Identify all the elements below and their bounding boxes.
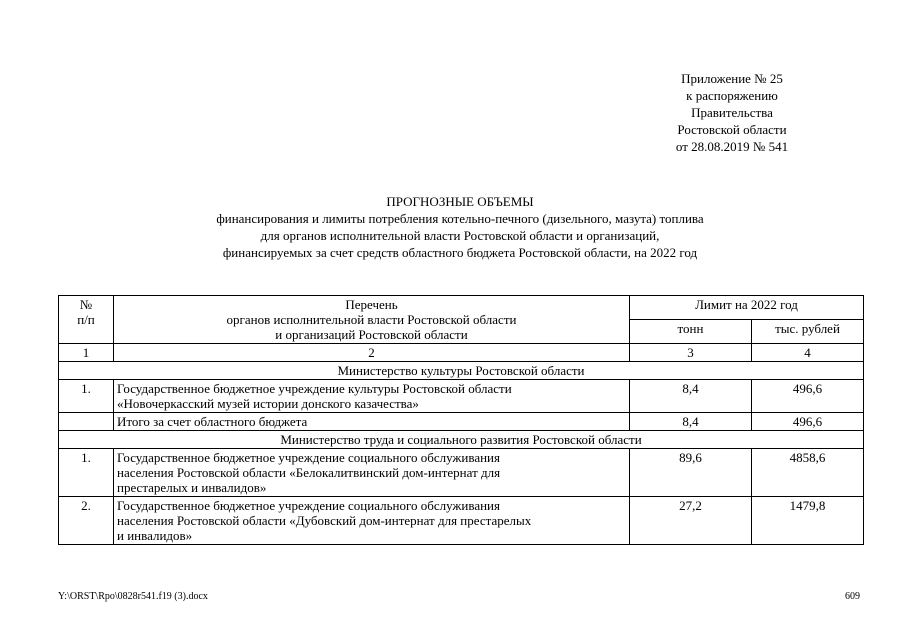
table-row <box>59 380 864 413</box>
total-row <box>59 413 864 431</box>
appendix-line: от 28.08.2019 № 541 <box>675 139 789 154</box>
row-tonn: 89,6 <box>630 449 752 497</box>
total-rub: 496,6 <box>752 413 864 431</box>
section-row <box>59 431 864 449</box>
column-number-row <box>59 344 864 362</box>
table-row <box>59 497 864 545</box>
title-line: финансирования и лимиты потребления котельно-печного (дизельного, мазута) топлива <box>216 211 704 226</box>
title-line: для органов исполнительной власти Ростовской области и организаций, <box>260 228 660 243</box>
row-name: Государственное бюджетное учреждение социального обслуживания населения Ростовской области «Белокалитвинский дом-интернат для престарелых и инвалидов» <box>114 449 630 497</box>
section-title: Министерство культуры Ростовской области <box>59 362 864 380</box>
header-tonn-cell: тонн <box>630 320 752 344</box>
row-rub: 496,6 <box>752 380 864 413</box>
row-num <box>59 413 114 431</box>
row-rub: 1479,8 <box>752 497 864 545</box>
row-num: 2. <box>59 497 114 545</box>
colnum-cell: 2 <box>114 344 630 362</box>
header-list-cell: Перечень органов исполнительной власти Ростовской области и организаций Ростовской области <box>114 296 630 344</box>
title-line: финансируемых за счет средств областного бюджета Ростовской области, на 2022 год <box>222 245 698 260</box>
document-title <box>110 193 810 261</box>
colnum-cell: 3 <box>630 344 752 362</box>
header-row <box>59 296 864 320</box>
row-tonn: 27,2 <box>630 497 752 545</box>
section-row <box>59 362 864 380</box>
appendix-block <box>652 70 812 155</box>
appendix-line: Ростовской области <box>677 122 787 137</box>
row-num: 1. <box>59 449 114 497</box>
row-name: Государственное бюджетное учреждение культуры Ростовской области «Новочеркасский музей истории донского казачества» <box>114 380 630 413</box>
appendix-line: Приложение № 25 <box>681 71 783 86</box>
header-num-cell: № п/п <box>59 296 114 344</box>
header-limit-cell: Лимит на 2022 год <box>630 296 864 320</box>
colnum-cell: 4 <box>752 344 864 362</box>
table-row <box>59 449 864 497</box>
row-rub: 4858,6 <box>752 449 864 497</box>
limits-table <box>58 295 864 545</box>
footer-file-path: Y:\ORST\Rpo\0828r541.f19 (3).docx <box>58 591 208 602</box>
total-tonn: 8,4 <box>630 413 752 431</box>
row-name: Государственное бюджетное учреждение социального обслуживания населения Ростовской области «Дубовский дом-интернат для престарелых и инвалидов» <box>114 497 630 545</box>
row-tonn: 8,4 <box>630 380 752 413</box>
row-num: 1. <box>59 380 114 413</box>
section-title: Министерство труда и социального развития Ростовской области <box>59 431 864 449</box>
appendix-line: к распоряжению <box>686 88 778 103</box>
colnum-cell: 1 <box>59 344 114 362</box>
appendix-line: Правительства <box>691 105 773 120</box>
header-rub-cell: тыс. рублей <box>752 320 864 344</box>
footer-page-number: 609 <box>845 591 860 602</box>
title-line: ПРОГНОЗНЫЕ ОБЪЕМЫ <box>386 194 534 209</box>
total-label: Итого за счет областного бюджета <box>114 413 630 431</box>
